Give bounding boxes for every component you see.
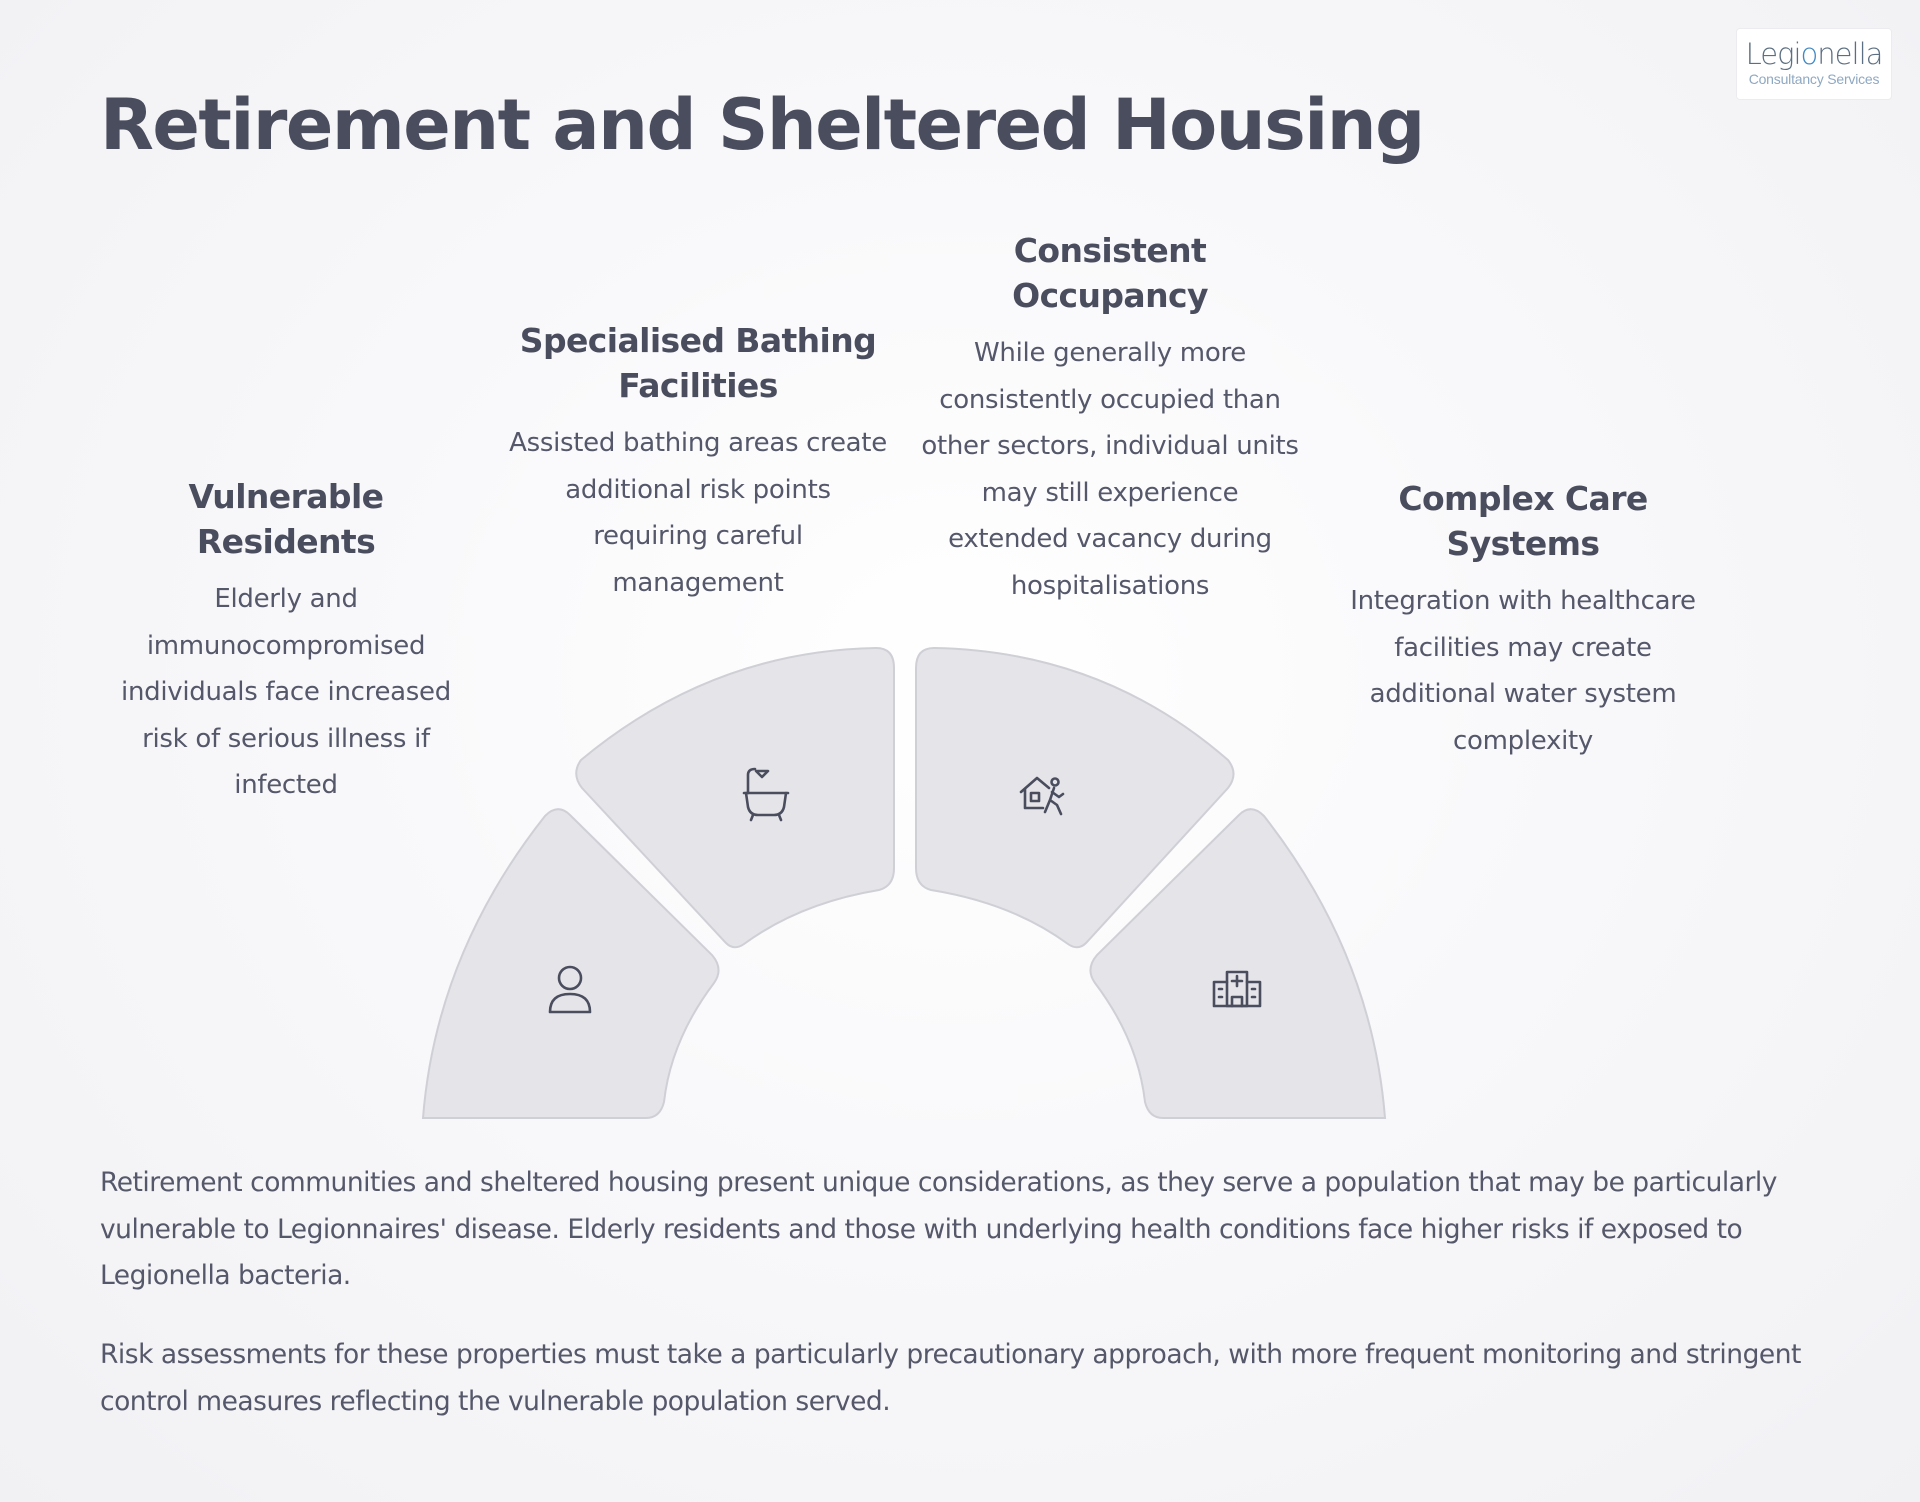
item-heading: Complex Care Systems bbox=[1398, 479, 1648, 563]
item-description: While generally more consistently occupied than other sectors, individual units may still experience extended vacancy during hospitalisations bbox=[921, 338, 1299, 601]
body-paragraph-2: Risk assessments for these properties must take a particularly precautionary approach, with more frequent monitoring and stringent control measures reflecting the vulnerable population served. bbox=[100, 1339, 1801, 1417]
item-complex-care bbox=[1330, 476, 1716, 764]
segment-specialised-bathing bbox=[576, 648, 894, 947]
segment-complex-care bbox=[1090, 809, 1385, 1118]
logo-o-mark: o bbox=[1800, 37, 1818, 71]
item-heading: Specialised Bathing Facilities bbox=[519, 321, 877, 405]
hospital-icon bbox=[1214, 972, 1260, 1006]
company-logo bbox=[1736, 28, 1892, 100]
bathtub-icon bbox=[744, 769, 788, 820]
segment-consistent-occupancy bbox=[916, 648, 1234, 947]
item-vulnerable-residents bbox=[98, 474, 474, 809]
logo-subtitle: Consultancy Services bbox=[1748, 71, 1880, 87]
item-heading: Vulnerable Residents bbox=[188, 477, 384, 561]
house-walking-icon bbox=[1021, 778, 1063, 814]
page-title: Retirement and Sheltered Housing bbox=[100, 84, 1424, 166]
item-consistent-occupancy bbox=[920, 228, 1300, 609]
logo-wordmark: Legionella bbox=[1745, 37, 1883, 71]
person-icon bbox=[550, 967, 590, 1012]
item-description: Assisted bathing areas create additional risk points requiring careful management bbox=[509, 428, 887, 598]
segment-vulnerable-residents bbox=[423, 809, 719, 1118]
body-paragraph-1: Retirement communities and sheltered housing present unique considerations, as they serve a population that may be particularly vulnerable to Legionnaires' disease. Elderly residents and those with underlying health conditions face higher risks if exposed to Legionella bacteria. bbox=[100, 1167, 1777, 1291]
item-description: Elderly and immunocompromised individuals face increased risk of serious illness if infected bbox=[121, 584, 451, 800]
item-description: Integration with healthcare facilities may create additional water system complexity bbox=[1350, 586, 1696, 756]
item-specialised-bathing bbox=[505, 318, 891, 606]
item-heading: Consistent Occupancy bbox=[1012, 231, 1208, 315]
